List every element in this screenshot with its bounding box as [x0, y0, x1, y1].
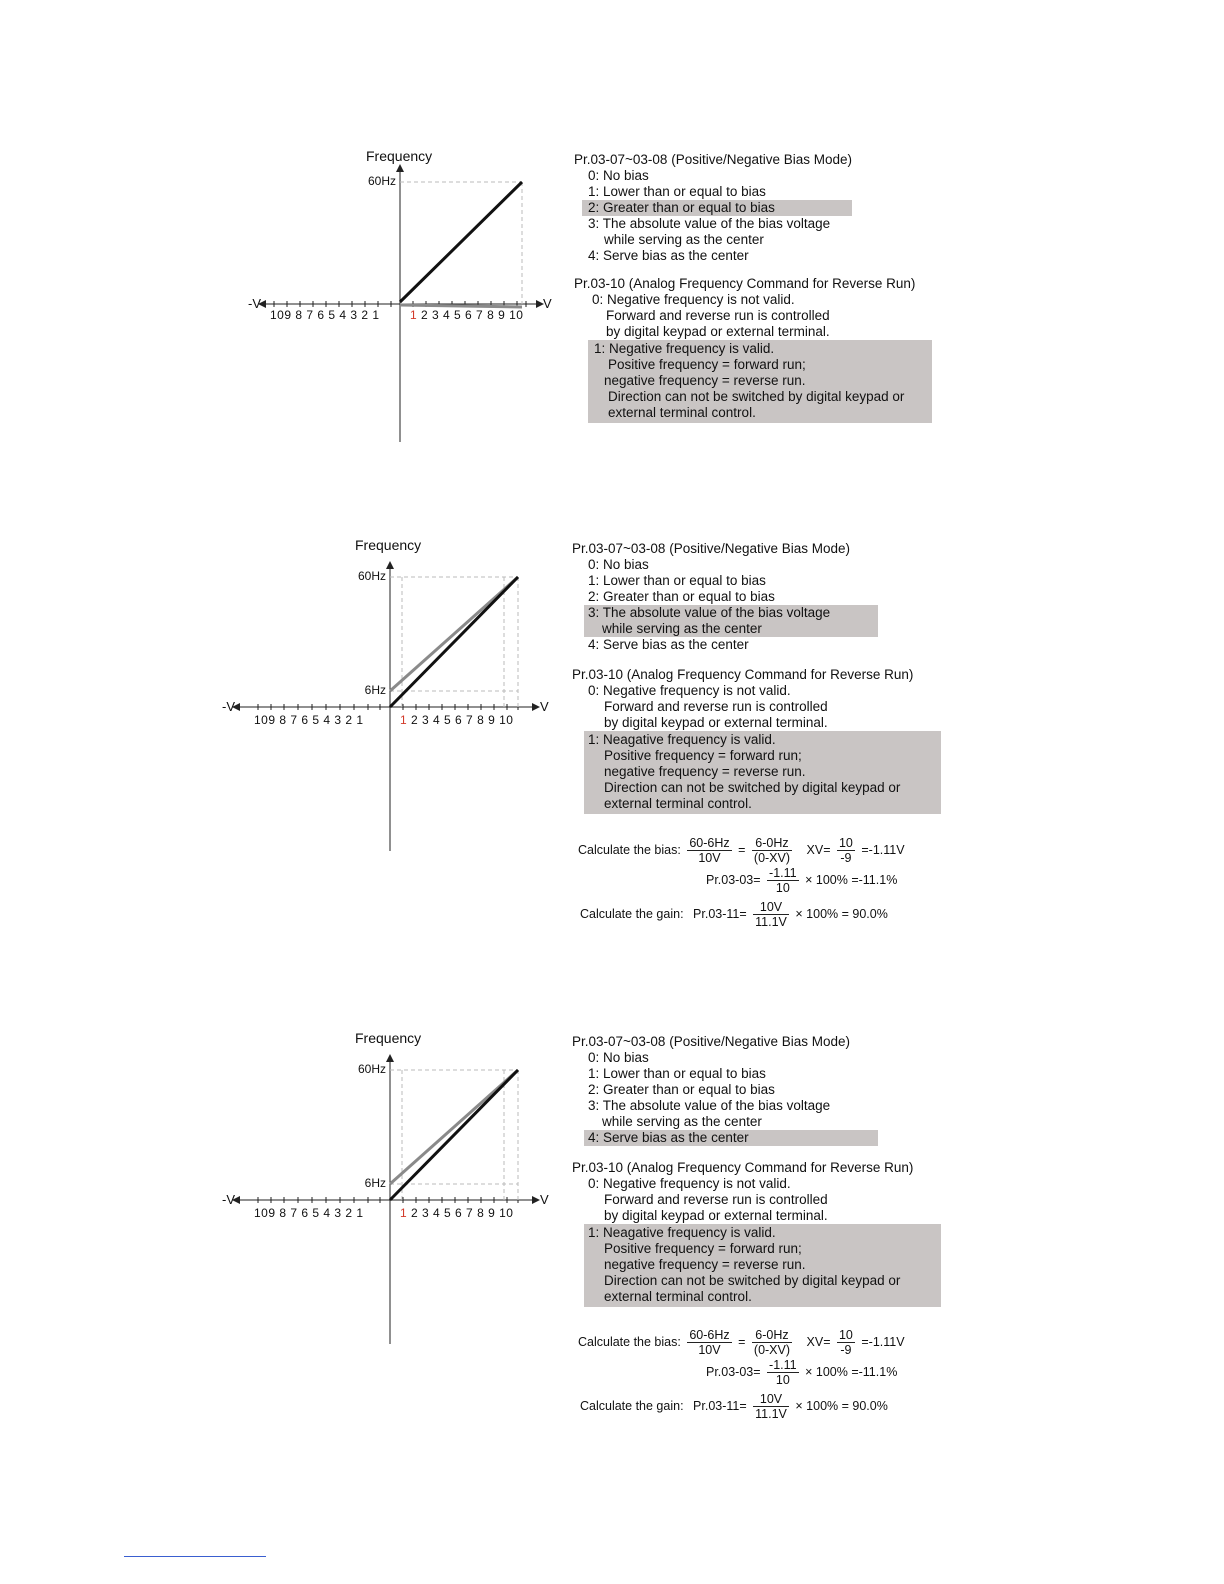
fraction-2-num: 6-0Hz: [752, 1328, 792, 1343]
reverse-opt1-line0: 1: Negative frequency is valid.: [594, 341, 775, 356]
fraction-5-num: 10V: [753, 900, 789, 915]
x-axis-right-arrow: [532, 703, 540, 711]
bias-mode-item-1: 1: Lower than or equal to bias: [588, 1066, 766, 1081]
tick-one-label: 1: [400, 1206, 408, 1220]
y-axis-arrow: [386, 561, 394, 569]
neg-tick-labels: 109 8 7 6 5 4 3 2 1: [254, 1206, 364, 1220]
pr0303-label: Pr.03-03=: [706, 1364, 761, 1379]
fraction-1-num: 60-6Hz: [689, 836, 730, 850]
fraction-3: [837, 1328, 855, 1357]
reverse-opt1-line4: external terminal control.: [604, 796, 752, 811]
reverse-opt1-highlight: [584, 731, 941, 814]
graph-2-svg: [228, 537, 558, 857]
bias-mode-item-2: 2: Greater than or equal to bias: [588, 589, 775, 604]
gain-calc-label: Calculate the gain:: [580, 906, 684, 921]
y-axis-label: Frequency: [355, 1030, 422, 1046]
bias-frequency-line: [390, 577, 518, 691]
y-axis-label: Frequency: [355, 537, 422, 553]
bias-calc-label: Calculate the bias:: [578, 842, 681, 857]
bias-calc-row: [578, 836, 905, 865]
gain-calc-label: Calculate the gain:: [580, 1398, 684, 1413]
gain-result: × 100% = 90.0%: [795, 1398, 888, 1413]
fraction-2-den: (0-XV): [753, 851, 791, 865]
fraction-2: [752, 1328, 792, 1357]
reverse-run-title: Pr.03-10 (Analog Frequency Command for Reverse Run): [572, 1160, 914, 1175]
graph-panel-2: [222, 537, 558, 857]
fraction-4-num: -1.11: [769, 1358, 797, 1372]
fraction-1-den: 10V: [698, 851, 721, 865]
fraction-3-num: 10: [838, 836, 853, 850]
pos-tick-labels: [400, 713, 513, 727]
reverse-opt1-line4: external terminal control.: [608, 405, 756, 420]
footnote-separator-line: [124, 1556, 266, 1557]
gain-result: × 100% = 90.0%: [795, 906, 888, 921]
neg-axis-label: -V: [222, 1192, 235, 1207]
fraction-4-den: 10: [775, 881, 790, 895]
panel-1-text: [574, 152, 994, 423]
bias-mode-item-3-cont: while serving as the center: [604, 232, 764, 247]
fraction-2: [752, 836, 792, 865]
bias-mode-item-3: 3: The absolute value of the bias voltage: [588, 216, 831, 231]
bias-calc-row: [578, 1328, 905, 1357]
fraction-2-num: 6-0Hz: [752, 836, 792, 851]
reverse-opt0-line0: 0: Negative frequency is not valid.: [588, 683, 791, 698]
bias-mode-item-4: 4: Serve bias as the center: [588, 248, 749, 263]
xv-result: =-1.11V: [861, 1334, 905, 1349]
reverse-run-title: Pr.03-10 (Analog Frequency Command for Reverse Run): [574, 276, 916, 291]
bias-mode-item-3: 3: The absolute value of the bias voltage: [588, 1098, 831, 1113]
fraction-3-den: -9: [840, 851, 852, 865]
equals-sign: =: [738, 842, 746, 857]
tick-one-label: 1: [400, 713, 408, 727]
pr0311-label: Pr.03-11=: [693, 906, 747, 921]
reverse-opt1-line1: Positive frequency = forward run;: [608, 357, 806, 372]
bias-mode-item-0: 0: No bias: [588, 1050, 649, 1065]
fraction-1-num: 60-6Hz: [689, 1328, 730, 1342]
fraction-5-num: 10V: [753, 1392, 789, 1407]
y-top-label: 60Hz: [367, 174, 396, 188]
pr0311-label: Pr.03-11=: [693, 1398, 747, 1413]
equals-sign: =: [738, 1334, 746, 1349]
fraction-5-den: 11.1V: [755, 1407, 787, 1421]
bias-mode-item-1: 1: Lower than or equal to bias: [588, 573, 766, 588]
y-top-label: 60Hz: [357, 569, 386, 583]
frequency-line: [390, 1070, 518, 1200]
fraction-2-den: (0-XV): [753, 1343, 791, 1357]
fraction-4-den: 10: [775, 1373, 790, 1387]
x-axis-right-arrow: [532, 1196, 540, 1204]
bias-frequency-line: [390, 1070, 518, 1184]
fraction-4: [767, 866, 799, 895]
fraction-1: [687, 836, 731, 865]
bias-mode-item-4-highlighted: 4: Serve bias as the center: [584, 1130, 878, 1146]
fraction-5-den: 11.1V: [755, 915, 787, 929]
pos-tick-labels: [400, 1206, 513, 1220]
xv-label: XV=: [806, 1334, 831, 1349]
bias-mode-item-3-highlight: [584, 605, 878, 637]
pr0303-calc-row: [706, 866, 897, 895]
bias-mode-title: Pr.03-07~03-08 (Positive/Negative Bias Mode): [572, 541, 851, 556]
bias-calc-label: Calculate the bias:: [578, 1334, 681, 1349]
reverse-opt0-line1: Forward and reverse run is controlled: [604, 699, 828, 714]
fraction-5: [753, 900, 789, 929]
frequency-line: [400, 182, 522, 302]
panel-2-text: [572, 541, 992, 814]
bias-mode-item-0: 0: No bias: [588, 168, 649, 183]
reverse-opt1-line3: Direction can not be switched by digital keypad or: [604, 1273, 901, 1288]
pr0303-label: Pr.03-03=: [706, 872, 761, 887]
pos-tick-rest: 2 3 4 5 6 7 8 9 10: [417, 308, 524, 322]
bias-mode-item-2-highlighted: 2: Greater than or equal to bias: [582, 200, 852, 216]
xv-result: =-1.11V: [861, 842, 905, 857]
bias-mode-item-3: 3: The absolute value of the bias voltage: [588, 605, 831, 620]
reverse-opt0-line0: 0: Negative frequency is not valid.: [592, 292, 795, 307]
reverse-opt0-line2: by digital keypad or external terminal.: [606, 324, 830, 339]
y-bias-label: 6Hz: [364, 683, 386, 697]
fraction-4-num: -1.11: [769, 866, 797, 880]
neg-tick-labels: 109 8 7 6 5 4 3 2 1: [270, 308, 380, 322]
bias-mode-title: Pr.03-07~03-08 (Positive/Negative Bias Mode): [574, 152, 853, 167]
fraction-3-den: -9: [840, 1343, 852, 1357]
pos-axis-label: V: [543, 296, 552, 311]
reverse-opt1-line0: 1: Neagative frequency is valid.: [588, 732, 776, 747]
bias-mode-item-0: 0: No bias: [588, 557, 649, 572]
fraction-3: [837, 836, 855, 865]
xv-label: XV=: [806, 842, 831, 857]
reverse-opt1-line3: Direction can not be switched by digital keypad or: [604, 780, 901, 795]
y-axis-label: Frequency: [366, 148, 433, 164]
reverse-opt0-line1: Forward and reverse run is controlled: [604, 1192, 828, 1207]
reverse-opt1-line2: negative frequency = reverse run.: [604, 764, 806, 779]
y-axis-arrow: [396, 164, 404, 172]
pos-tick-labels: [410, 308, 523, 322]
reverse-opt1-highlight: [584, 1224, 941, 1307]
fraction-5: [753, 1392, 789, 1421]
reverse-run-title: Pr.03-10 (Analog Frequency Command for Reverse Run): [572, 667, 914, 682]
reverse-opt0-line2: by digital keypad or external terminal.: [604, 1208, 828, 1223]
y-bias-label: 6Hz: [364, 1176, 386, 1190]
neg-tick-labels: 109 8 7 6 5 4 3 2 1: [254, 713, 364, 727]
y-top-label: 60Hz: [357, 1062, 386, 1076]
reverse-opt1-line2: negative frequency = reverse run.: [604, 373, 806, 388]
frequency-line: [390, 577, 518, 707]
graph-1-svg: [246, 148, 576, 448]
reverse-opt0-line0: 0: Negative frequency is not valid.: [588, 1176, 791, 1191]
reverse-opt1-line4: external terminal control.: [604, 1289, 752, 1304]
graph-panel-3: [222, 1030, 558, 1350]
neg-axis-label: -V: [222, 699, 235, 714]
bias-mode-item-3-cont: while serving as the center: [602, 621, 762, 636]
pr0303-calc-row: [706, 1358, 897, 1387]
reverse-opt0-line2: by digital keypad or external terminal.: [604, 715, 828, 730]
pos-axis-label: V: [540, 1192, 549, 1207]
reverse-opt1-line1: Positive frequency = forward run;: [604, 748, 802, 763]
gain-calc-row: [580, 1392, 888, 1421]
graph-3-svg: [228, 1030, 558, 1350]
panel-3-text: [572, 1034, 992, 1307]
neg-axis-label: -V: [248, 296, 261, 311]
gain-calc-row: [580, 900, 888, 929]
pos-tick-rest: 2 3 4 5 6 7 8 9 10: [407, 1206, 514, 1220]
pr0303-result: × 100% =-11.1%: [805, 872, 898, 887]
reverse-opt1-line0: 1: Neagative frequency is valid.: [588, 1225, 776, 1240]
y-axis-arrow: [386, 1054, 394, 1062]
fraction-4: [767, 1358, 799, 1387]
pr0303-result: × 100% =-11.1%: [805, 1364, 898, 1379]
bias-mode-item-1: 1: Lower than or equal to bias: [588, 184, 766, 199]
reverse-opt1-line1: Positive frequency = forward run;: [604, 1241, 802, 1256]
reverse-opt1-highlight: [588, 340, 932, 423]
fraction-1-den: 10V: [698, 1343, 721, 1357]
fraction-3-num: 10: [838, 1328, 853, 1342]
pos-axis-label: V: [540, 699, 549, 714]
graph-panel-1: [246, 148, 576, 468]
bias-mode-title: Pr.03-07~03-08 (Positive/Negative Bias Mode): [572, 1034, 851, 1049]
reverse-opt1-line3: Direction can not be switched by digital keypad or: [608, 389, 905, 404]
bias-mode-item-3-cont: while serving as the center: [602, 1114, 762, 1129]
reverse-opt1-line2: negative frequency = reverse run.: [604, 1257, 806, 1272]
bias-mode-item-2: 2: Greater than or equal to bias: [588, 1082, 775, 1097]
zero-bias-line: [400, 305, 522, 307]
pos-tick-rest: 2 3 4 5 6 7 8 9 10: [407, 713, 514, 727]
bias-mode-item-4: 4: Serve bias as the center: [588, 637, 749, 652]
reverse-opt0-line1: Forward and reverse run is controlled: [606, 308, 830, 323]
tick-one-label: 1: [410, 308, 418, 322]
fraction-1: [687, 1328, 731, 1357]
